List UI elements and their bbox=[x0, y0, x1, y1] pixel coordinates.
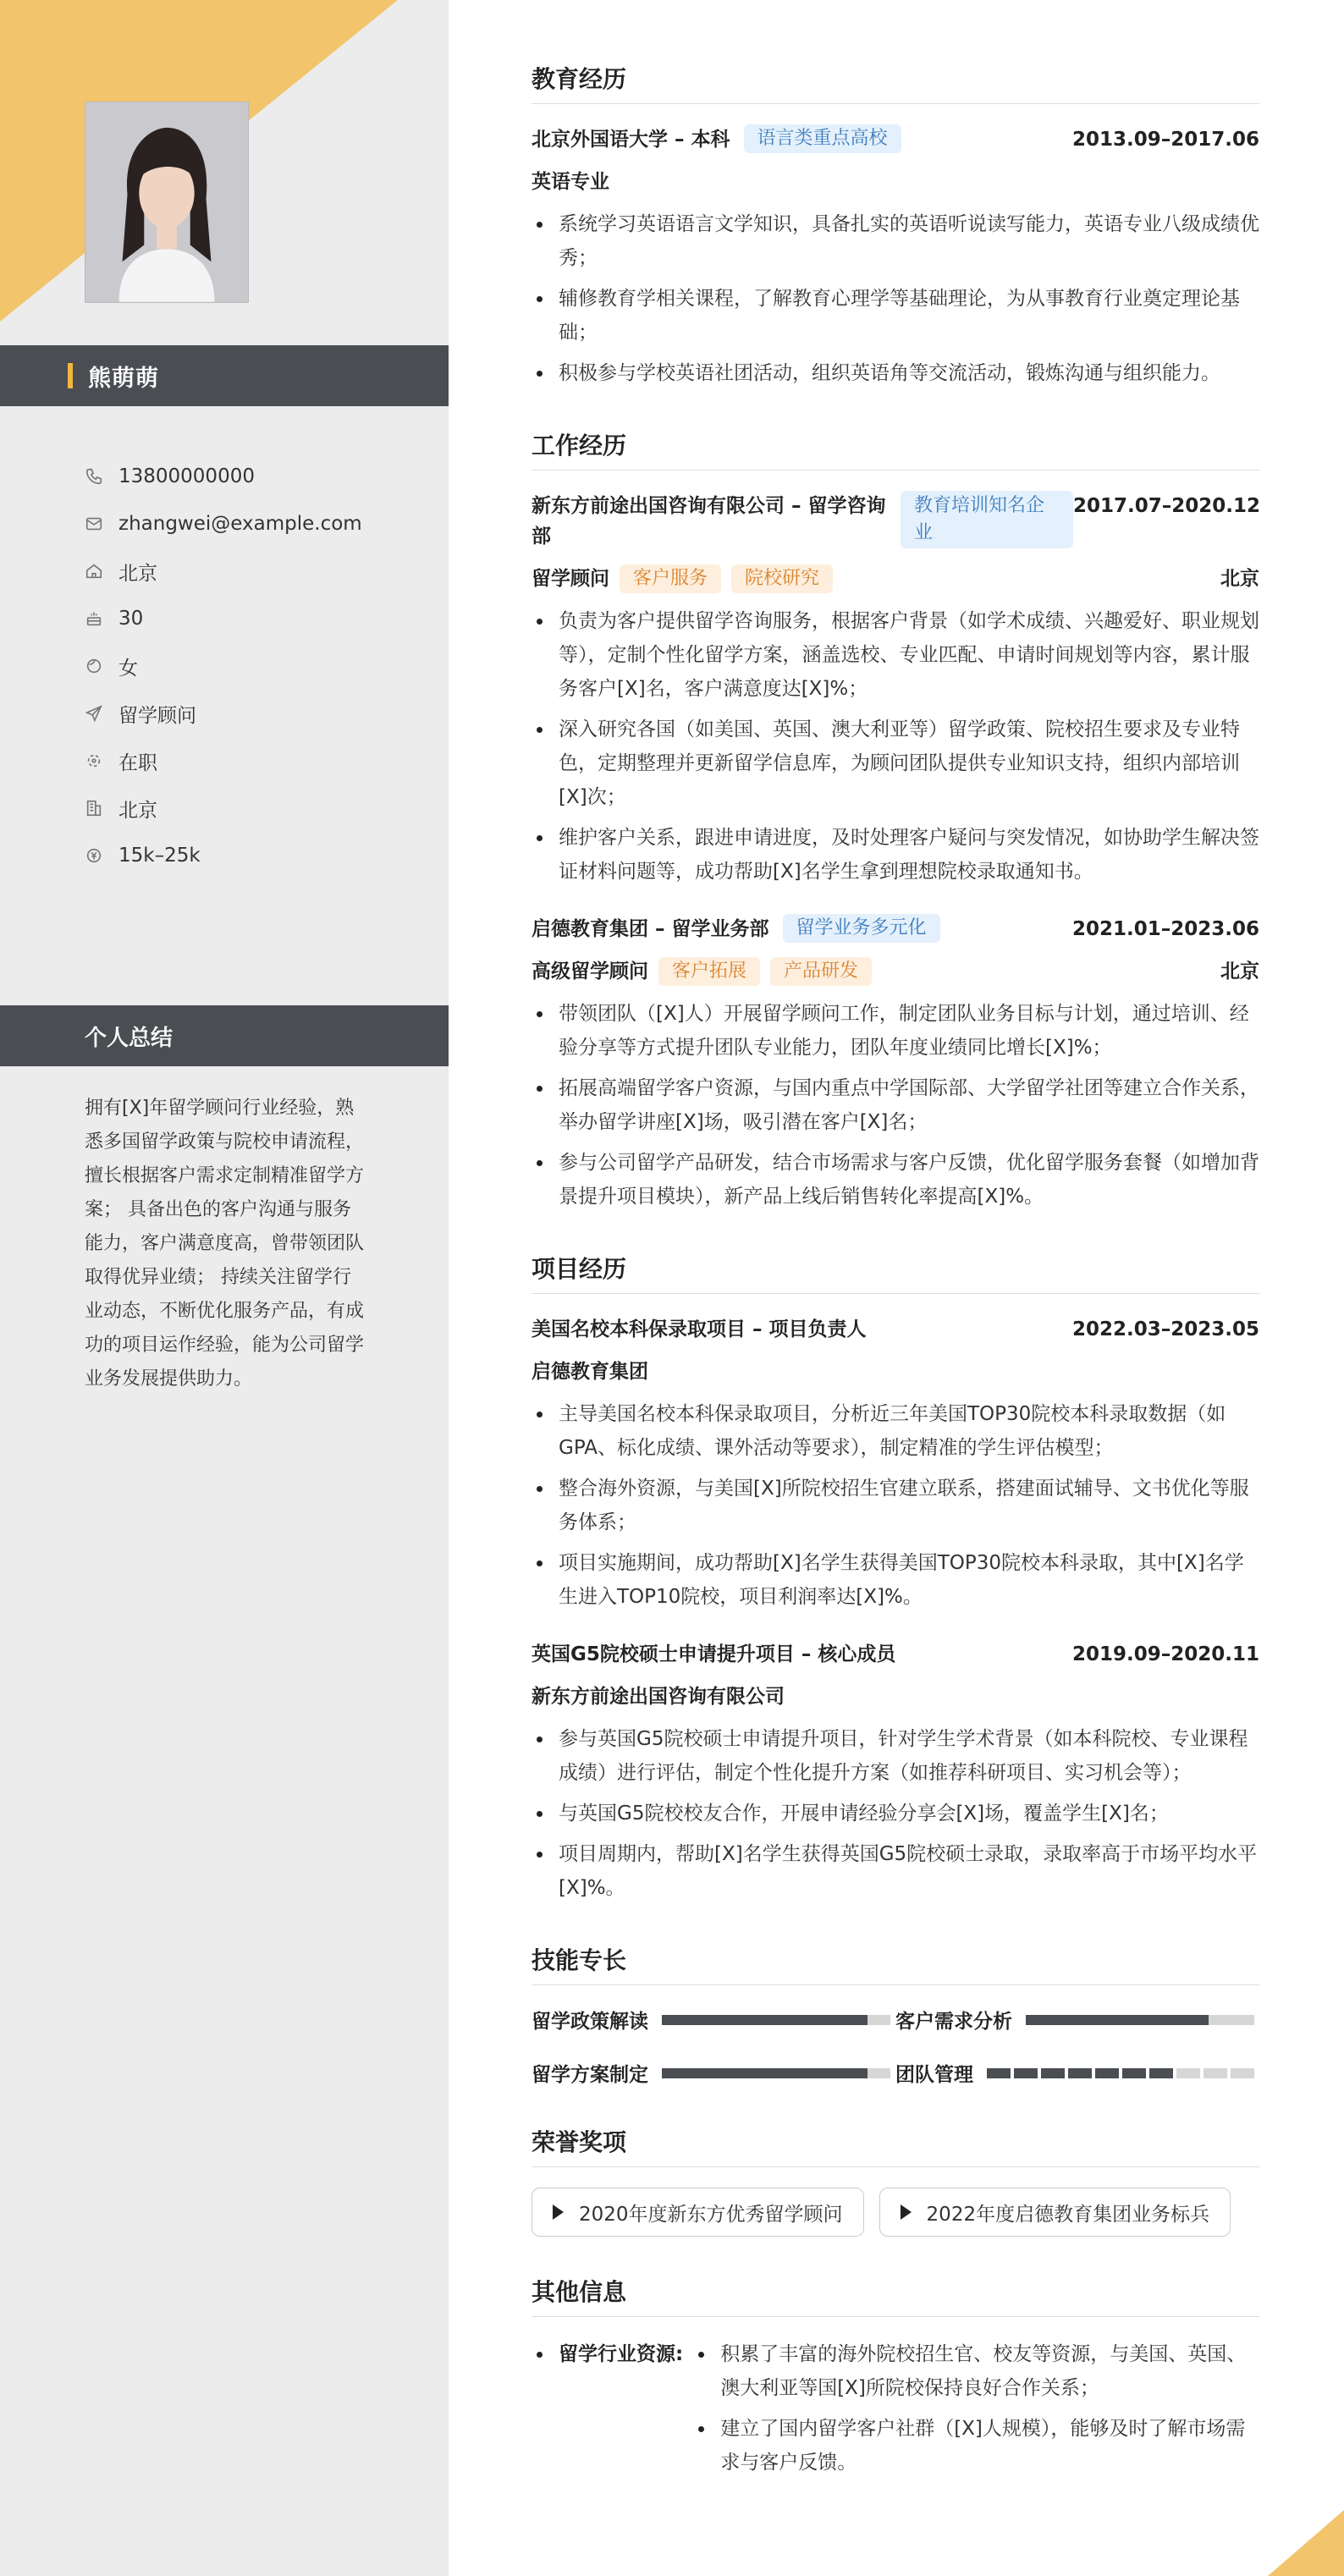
mail-icon bbox=[85, 515, 103, 533]
project-date: 2019.09–2020.11 bbox=[1071, 1643, 1259, 1665]
company-tag: 教育培训知名企业 bbox=[901, 491, 1073, 548]
decorative-corner bbox=[1268, 2510, 1344, 2576]
other-bullets bbox=[693, 2337, 1259, 2486]
list-item: 维护客户关系，跟进申请进度，及时处理客户疑问与突发情况，如协助学生解决签证材料问题等，成功帮助[X]名学生拿到理想院校录取通知书。 bbox=[532, 821, 1259, 889]
skill-label: 团队管理 bbox=[895, 2064, 973, 2086]
list-item: 积极参与学校英语社团活动，组织英语角等交流活动，锻炼沟通与组织能力。 bbox=[532, 356, 1259, 390]
other-info bbox=[532, 2337, 1259, 2486]
profile-name: 熊萌萌 bbox=[88, 365, 159, 392]
project-name: 美国名校本科保录取项目 – 项目负责人 bbox=[532, 1318, 867, 1340]
awards-list bbox=[532, 2188, 1259, 2237]
work-bullets bbox=[532, 997, 1259, 1214]
contact-status bbox=[85, 737, 440, 784]
skill-item bbox=[895, 2006, 1259, 2034]
project-entry bbox=[532, 1639, 1259, 1905]
role-tag: 客户拓展 bbox=[658, 957, 760, 986]
contact-email-text: zhangwei@example.com bbox=[118, 513, 362, 535]
salary-icon bbox=[85, 846, 103, 865]
summary-bar bbox=[0, 1005, 449, 1066]
role-tag: 院校研究 bbox=[731, 564, 833, 593]
contact-age bbox=[85, 595, 440, 642]
work-header bbox=[532, 491, 1259, 552]
skill-bar bbox=[662, 2068, 890, 2078]
work-title: 工作经历 bbox=[532, 427, 1259, 471]
list-item: 整合海外资源，与美国[X]所院校招生官建立联系，搭建面试辅导、文书优化等服务体系； bbox=[532, 1472, 1259, 1539]
awards-section bbox=[532, 2124, 1259, 2237]
job-city: 北京 bbox=[1220, 568, 1259, 590]
list-item: 建立了国内留学客户社群（[X]人规模），能够及时了解市场需求与客户反馈。 bbox=[693, 2412, 1259, 2480]
contact-phone-text: 13800000000 bbox=[118, 465, 255, 487]
contact-phone bbox=[85, 453, 440, 500]
skill-segment bbox=[1068, 2068, 1092, 2078]
skills-grid bbox=[532, 2006, 1259, 2087]
education-bullets bbox=[532, 207, 1259, 390]
education-entry bbox=[532, 124, 1259, 390]
home-icon bbox=[85, 562, 103, 581]
summary-title: 个人总结 bbox=[85, 1025, 174, 1051]
work-entry bbox=[532, 914, 1259, 1214]
contact-list bbox=[85, 453, 440, 879]
list-item: 积累了丰富的海外院校招生官、校友等资源，与美国、英国、澳大利亚等国[X]所院校保持良好合作关系； bbox=[693, 2337, 1259, 2405]
list-item: 深入研究各国（如美国、英国、澳大利亚等）留学政策、院校招生要求及专业特色，定期整理并更新留学信息库，为顾问团队提供专业知识支持，组织内部培训[X]次； bbox=[532, 713, 1259, 814]
profile-photo bbox=[85, 102, 249, 303]
skill-segment bbox=[1176, 2068, 1200, 2078]
list-item: 与英国G5院校校友合作，开展申请经验分享会[X]场，覆盖学生[X]名； bbox=[532, 1797, 1259, 1830]
project-entry bbox=[532, 1314, 1259, 1614]
project-date: 2022.03–2023.05 bbox=[1071, 1318, 1259, 1340]
main-content bbox=[532, 61, 1259, 2524]
role-tag: 客户服务 bbox=[620, 564, 721, 593]
building-icon bbox=[85, 799, 103, 817]
projects-title: 项目经历 bbox=[532, 1251, 1259, 1294]
work-header bbox=[532, 914, 1259, 944]
contact-salary-text: 15k–25k bbox=[118, 845, 201, 867]
education-title: 教育经历 bbox=[532, 61, 1259, 104]
award-label: 2022年度启德教育集团业务标兵 bbox=[926, 2203, 1210, 2226]
work-date: 2021.01–2023.06 bbox=[1071, 918, 1259, 940]
school-name: 北京外国语大学 – 本科 bbox=[532, 129, 730, 151]
cake-icon bbox=[85, 609, 103, 628]
contact-location-text: 北京 bbox=[118, 799, 157, 822]
project-bullets bbox=[532, 1722, 1259, 1905]
company-name: 启德教育集团 – 留学业务部 bbox=[532, 918, 769, 940]
sidebar bbox=[0, 0, 449, 2576]
skill-segment bbox=[987, 2068, 1011, 2078]
project-org-row bbox=[532, 1682, 1259, 1712]
job-role: 留学顾问 bbox=[532, 568, 609, 590]
education-major-row bbox=[532, 167, 1259, 197]
job-role: 高级留学顾问 bbox=[532, 960, 648, 983]
award-label: 2020年度新东方优秀留学顾问 bbox=[579, 2203, 843, 2226]
company-tag: 留学业务多元化 bbox=[783, 914, 940, 943]
award-item bbox=[532, 2188, 864, 2237]
contact-gender-text: 女 bbox=[118, 657, 138, 680]
contact-age-text: 30 bbox=[118, 608, 144, 630]
job-city: 北京 bbox=[1220, 960, 1259, 983]
school-tag: 语言类重点高校 bbox=[744, 124, 901, 153]
work-date: 2017.07–2020.12 bbox=[1073, 495, 1261, 517]
skills-section bbox=[532, 1942, 1259, 2087]
send-icon bbox=[85, 704, 103, 723]
other-section bbox=[532, 2274, 1259, 2486]
skill-label: 留学政策解读 bbox=[532, 2011, 648, 2033]
work-bullets bbox=[532, 604, 1259, 889]
skill-label: 留学方案制定 bbox=[532, 2064, 648, 2086]
role-tag: 产品研发 bbox=[770, 957, 872, 986]
list-item: 系统学习英语语言文学知识，具备扎实的英语听说读写能力，英语专业八级成绩优秀； bbox=[532, 207, 1259, 275]
contact-position-text: 留学顾问 bbox=[118, 704, 196, 727]
contact-city bbox=[85, 548, 440, 595]
company-name: 新东方前途出国咨询有限公司 – 留学咨询部 bbox=[532, 495, 886, 548]
list-item: 拓展高端留学客户资源，与国内重点中学国际部、大学留学社团等建立合作关系，举办留学讲座[X]场，吸引潜在客户[X]名； bbox=[532, 1071, 1259, 1139]
project-name: 英国G5院校硕士申请提升项目 – 核心成员 bbox=[532, 1643, 896, 1665]
award-item bbox=[879, 2188, 1231, 2237]
education-major: 英语专业 bbox=[532, 171, 609, 193]
other-title: 其他信息 bbox=[532, 2274, 1259, 2317]
work-role-row bbox=[532, 956, 1259, 987]
education-header bbox=[532, 124, 1259, 155]
contact-salary bbox=[85, 832, 440, 879]
project-header bbox=[532, 1314, 1259, 1345]
skill-item bbox=[532, 2006, 895, 2034]
projects-section bbox=[532, 1251, 1259, 1905]
education-date: 2013.09–2017.06 bbox=[1071, 129, 1259, 151]
skills-title: 技能专长 bbox=[532, 1942, 1259, 1985]
skill-segment-bar bbox=[987, 2068, 1254, 2078]
skill-label: 客户需求分析 bbox=[895, 2011, 1012, 2033]
awards-title: 荣誉奖项 bbox=[532, 2124, 1259, 2167]
contact-email bbox=[85, 500, 440, 548]
work-role-row bbox=[532, 564, 1259, 594]
skill-bar bbox=[1026, 2015, 1254, 2025]
contact-gender bbox=[85, 642, 440, 690]
summary-text: 拥有[X]年留学顾问行业经验，熟悉多国留学政策与院校申请流程，擅长根据客户需求定制精准留学方案； 具备出色的客户沟通与服务能力，客户满意度高，曾带领团队取得优异业绩； 持续关注留学行业动态，不断优化服务产品，有成功的项目运作经验，能为公司留学业务发展提供助力。 bbox=[85, 1098, 365, 1390]
skill-segment bbox=[1122, 2068, 1146, 2078]
list-item: 参与英国G5院校硕士申请提升项目，针对学生学术背景（如本科院校、专业课程成绩）进行评估，制定个性化提升方案（如推荐科研项目、实习机会等）； bbox=[532, 1722, 1259, 1790]
status-icon bbox=[85, 751, 103, 770]
name-accent bbox=[68, 363, 73, 388]
contact-status-text: 在职 bbox=[118, 751, 157, 774]
project-bullets bbox=[532, 1397, 1259, 1614]
project-org-row bbox=[532, 1357, 1259, 1387]
play-icon bbox=[901, 2204, 912, 2220]
play-icon bbox=[553, 2204, 564, 2220]
name-bar bbox=[0, 345, 449, 406]
skill-segment bbox=[1204, 2068, 1227, 2078]
list-item: 辅修教育学相关课程，了解教育心理学等基础理论，为从事教育行业奠定理论基础； bbox=[532, 282, 1259, 350]
other-key: 留学行业资源: bbox=[532, 2337, 683, 2486]
project-org: 新东方前途出国咨询有限公司 bbox=[532, 1686, 785, 1708]
work-section bbox=[532, 427, 1259, 1214]
contact-location bbox=[85, 784, 440, 832]
work-entry bbox=[532, 491, 1259, 889]
skill-segment bbox=[1041, 2068, 1065, 2078]
list-item: 项目周期内，帮助[X]名学生获得英国G5院校硕士录取，录取率高于市场平均水平[X]%。 bbox=[532, 1837, 1259, 1905]
skill-bar bbox=[662, 2015, 890, 2025]
list-item: 带领团队（[X]人）开展留学顾问工作，制定团队业务目标与计划，通过培训、经验分享等方式提升团队专业能力，团队年度业绩同比增长[X]%； bbox=[532, 997, 1259, 1065]
list-item: 主导美国名校本科保录取项目，分析近三年美国TOP30院校本科录取数据（如GPA、标化成绩、课外活动等要求），制定精准的学生评估模型； bbox=[532, 1397, 1259, 1465]
list-item: 参与公司留学产品研发，结合市场需求与客户反馈，优化留学服务套餐（如增加背景提升项目模块），新产品上线后销售转化率提高[X]%。 bbox=[532, 1146, 1259, 1214]
skill-bar-fill bbox=[662, 2015, 868, 2025]
phone-icon bbox=[85, 467, 103, 486]
skill-segment bbox=[1231, 2068, 1254, 2078]
project-header bbox=[532, 1639, 1259, 1670]
skill-segment bbox=[1095, 2068, 1119, 2078]
list-item: 负责为客户提供留学咨询服务，根据客户背景（如学术成绩、兴趣爱好、职业规划等），定制个性化留学方案，涵盖选校、专业匹配、申请时间规划等内容，累计服务客户[X]名，客户满意度达[X]%； bbox=[532, 604, 1259, 706]
skill-segment bbox=[1149, 2068, 1173, 2078]
contact-position bbox=[85, 690, 440, 737]
gender-icon bbox=[85, 657, 103, 675]
skill-bar-fill bbox=[1026, 2015, 1209, 2025]
contact-city-text: 北京 bbox=[118, 562, 157, 585]
project-org: 启德教育集团 bbox=[532, 1361, 648, 1383]
skill-item bbox=[532, 2059, 895, 2087]
list-item: 项目实施期间，成功帮助[X]名学生获得美国TOP30院校本科录取，其中[X]名学生进入TOP10院校，项目利润率达[X]%。 bbox=[532, 1546, 1259, 1614]
skill-item bbox=[895, 2059, 1259, 2087]
education-section bbox=[532, 61, 1259, 390]
skill-segment bbox=[1014, 2068, 1038, 2078]
skill-bar-fill bbox=[662, 2068, 868, 2078]
